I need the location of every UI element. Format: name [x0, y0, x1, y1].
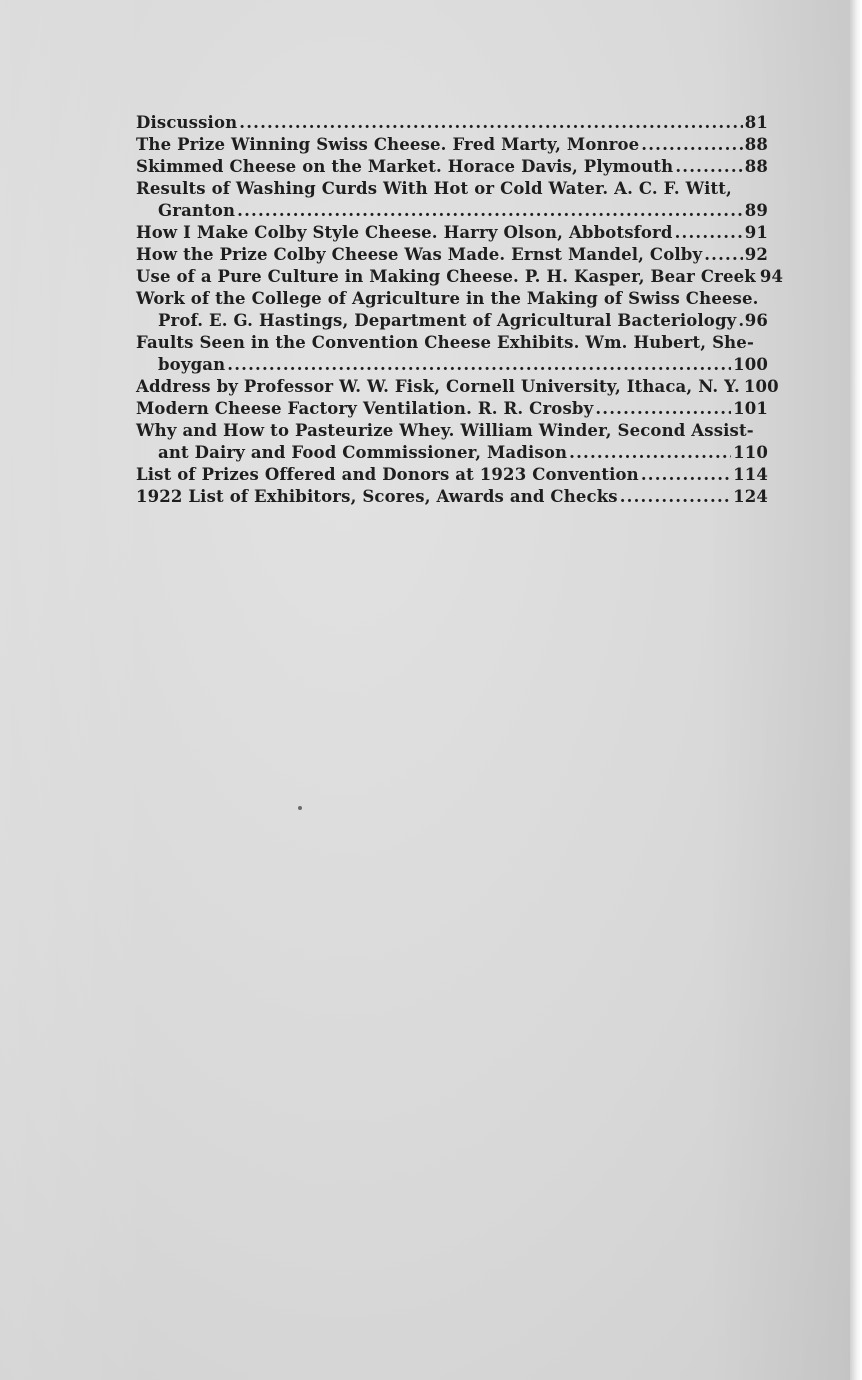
toc-entry [136, 244, 768, 266]
toc-entry-title: Discussion [136, 113, 238, 132]
leader-dots [704, 244, 743, 266]
toc-entry-title: Address by Professor W. W. Fisk, Cornell University, Ithaca, N. Y. [136, 377, 740, 396]
toc-entry [136, 156, 768, 178]
toc-entry [136, 288, 768, 332]
toc-entry-title: Modern Cheese Factory Ventilation. R. R. Crosby [136, 399, 594, 418]
leader-dots [237, 200, 743, 222]
toc-entry-page: 100 [743, 377, 779, 396]
toc-entry-page: 101 [733, 399, 768, 418]
toc-entry-page: 81 [744, 113, 768, 132]
toc-entry-title: Why and How to Pasteurize Whey. William Winder, Second Assist- [136, 421, 754, 440]
paper-speck [298, 806, 302, 810]
leader-dots [738, 310, 742, 332]
toc-entry-title: How I Make Colby Style Cheese. Harry Olson, Abbotsford [136, 223, 673, 242]
leader-dots [641, 464, 731, 486]
toc-entry-page: 92 [744, 245, 768, 264]
toc-entry-title: The Prize Winning Swiss Cheese. Fred Marty, Monroe [136, 135, 640, 154]
leader-dots [620, 486, 731, 508]
toc-entry [136, 178, 768, 222]
toc-entry [136, 332, 768, 376]
leader-dots [675, 156, 742, 178]
toc-entry [136, 266, 784, 288]
table-of-contents [136, 112, 784, 508]
toc-entry [136, 112, 768, 134]
leader-dots [595, 398, 731, 420]
toc-entry-title: Results of Washing Curds With Hot or Cold Water. A. C. F. Witt, [136, 179, 732, 198]
page-edge [850, 0, 862, 1380]
leader-dots [227, 354, 731, 376]
toc-entry-page: 114 [733, 465, 768, 484]
toc-entry [136, 134, 768, 156]
toc-entry-title: Work of the College of Agriculture in the Making of Swiss Cheese. [136, 289, 759, 308]
leader-dots [675, 222, 743, 244]
toc-entry-title: How the Prize Colby Cheese Was Made. Ernst Mandel, Colby [136, 245, 703, 264]
toc-entry-page: 91 [744, 223, 768, 242]
toc-entry [136, 486, 768, 508]
toc-entry [136, 222, 768, 244]
leader-dots [239, 112, 742, 134]
toc-entry [136, 376, 779, 398]
toc-entry-title-continued: ant Dairy and Food Commissioner, Madison [158, 443, 568, 462]
toc-entry-title: Skimmed Cheese on the Market. Horace Davis, Plymouth [136, 157, 674, 176]
toc-entry-page: 110 [733, 443, 768, 462]
toc-entry-title-continued: boygan [158, 355, 226, 374]
toc-entry-title: Use of a Pure Culture in Making Cheese. P. H. Kasper, Bear Creek [136, 267, 756, 286]
toc-entry-page: 89 [744, 201, 768, 220]
toc-entry-page: 88 [744, 135, 768, 154]
toc-entry [136, 420, 768, 464]
toc-entry-title: 1922 List of Exhibitors, Scores, Awards and Checks [136, 487, 618, 506]
toc-entry [136, 464, 768, 486]
toc-entry-page: 96 [744, 311, 768, 330]
toc-entry [136, 398, 768, 420]
toc-entry-title: Faults Seen in the Convention Cheese Exhibits. Wm. Hubert, She- [136, 333, 754, 352]
toc-entry-title: List of Prizes Offered and Donors at 1923 Convention [136, 465, 639, 484]
toc-entry-page: 124 [733, 487, 768, 506]
toc-entry-page: 88 [744, 157, 768, 176]
toc-entry-page: 94 [759, 267, 784, 286]
leader-dots [569, 442, 731, 464]
toc-entry-title-continued: Granton [158, 201, 236, 220]
toc-entry-title-continued: Prof. E. G. Hastings, Department of Agricultural Bacteriology [158, 311, 737, 330]
leader-dots [641, 134, 742, 156]
toc-entry-page: 100 [733, 355, 768, 374]
